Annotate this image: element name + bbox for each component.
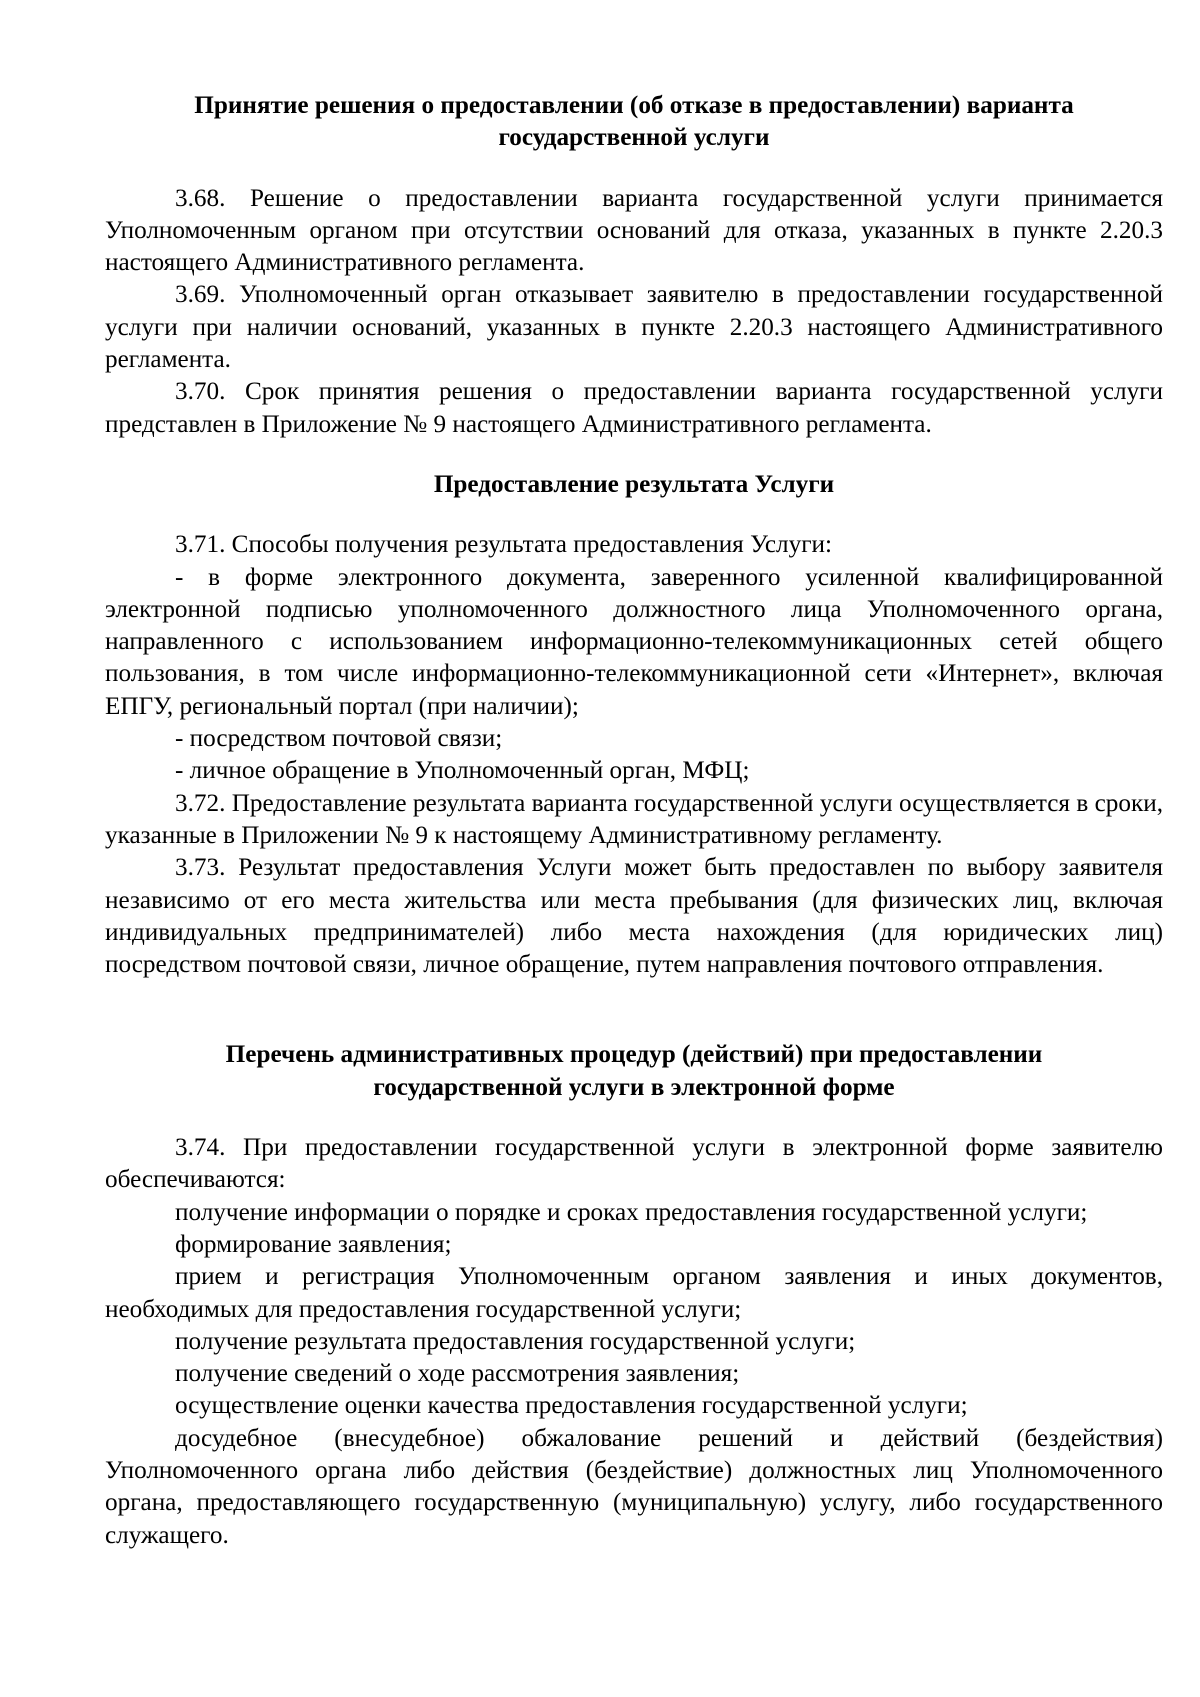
heading-line-2: государственной услуги в электронной форме	[373, 1073, 895, 1101]
paragraph-3-68: 3.68. Решение о предоставлении варианта государственной услуги принимается Уполномоченным органом при отсутствии оснований для отказа, указанных в пункте 2.20.3 настоящего Административного регламента.	[105, 184, 1163, 277]
heading-line-1: Перечень административных процедур (действий) при предоставлении	[225, 1041, 1043, 1069]
list-item: прием и регистрация Уполномоченным органом заявления и иных документов, необходимых для предоставления государственной услуги;	[105, 1263, 1163, 1323]
list-item: осуществление оценки качества предоставления государственной услуги;	[175, 1392, 968, 1420]
bullet-electronic: - в форме электронного документа, заверенного усиленной квалифицированной электронной подписью уполномоченного должностного лица Уполномоченного органа, направленного с использованием информационно-телекоммуникационных сетей общего пользования, в том числе информационно-телекоммуникационной сети «Интернет», включая ЕПГУ, региональный портал (при наличии);	[105, 563, 1163, 720]
paragraph-3-72: 3.72. Предоставление результата варианта государственной услуги осуществляется в сроки, указанные в Приложении № 9 к настоящему Административному регламенту.	[105, 789, 1163, 849]
heading-line-1: Принятие решения о предоставлении (об отказе в предоставлении) варианта	[194, 92, 1074, 119]
bullet-postal: - посредством почтовой связи;	[175, 725, 503, 753]
paragraph-3-71: 3.71. Способы получения результата предоставления Услуги:	[175, 531, 833, 559]
list-item: получение информации о порядке и сроках предоставления государственной услуги;	[175, 1198, 1088, 1226]
bullet-personal: - личное обращение в Уполномоченный орган, МФЦ;	[175, 757, 750, 785]
list-item: досудебное (внесудебное) обжалование решений и действий (бездействия) Уполномоченного органа либо действия (бездействие) должностных лиц Уполномоченного органа, предоставляющего государственную (муниципальную) услугу, либо государственного служащего.	[105, 1424, 1163, 1549]
list-item: получение результата предоставления государственной услуги;	[175, 1327, 856, 1355]
list-item: формирование заявления;	[175, 1230, 452, 1258]
paragraph-3-70: 3.70. Срок принятия решения о предоставлении варианта государственной услуги представлен в Приложение № 9 настоящего Административного регламента.	[105, 378, 1163, 438]
heading-line-2: государственной услуги	[498, 124, 770, 152]
list-item: получение сведений о ходе рассмотрения заявления;	[175, 1360, 740, 1388]
section-heading-result: Предоставление результата Услуги	[433, 470, 835, 498]
section-heading-procedures	[105, 1039, 1163, 1104]
paragraph-3-69: 3.69. Уполномоченный орган отказывает заявителю в предоставлении государственной услуги при наличии оснований, указанных в пункте 2.20.3 настоящего Административного регламента.	[105, 281, 1163, 374]
document-page	[105, 90, 1163, 1552]
paragraph-3-74: 3.74. При предоставлении государственной услуги в электронной форме заявителю обеспечиваются:	[105, 1134, 1163, 1194]
paragraph-3-73: 3.73. Результат предоставления Услуги может быть предоставлен по выбору заявителя независимо от его места жительства или места пребывания (для физических лиц, включая индивидуальных предпринимателей) либо места нахождения (для юридических лиц) посредством почтовой связи, личное обращение, путем направления почтового отправления.	[105, 854, 1163, 979]
section-heading-decision	[105, 90, 1163, 155]
